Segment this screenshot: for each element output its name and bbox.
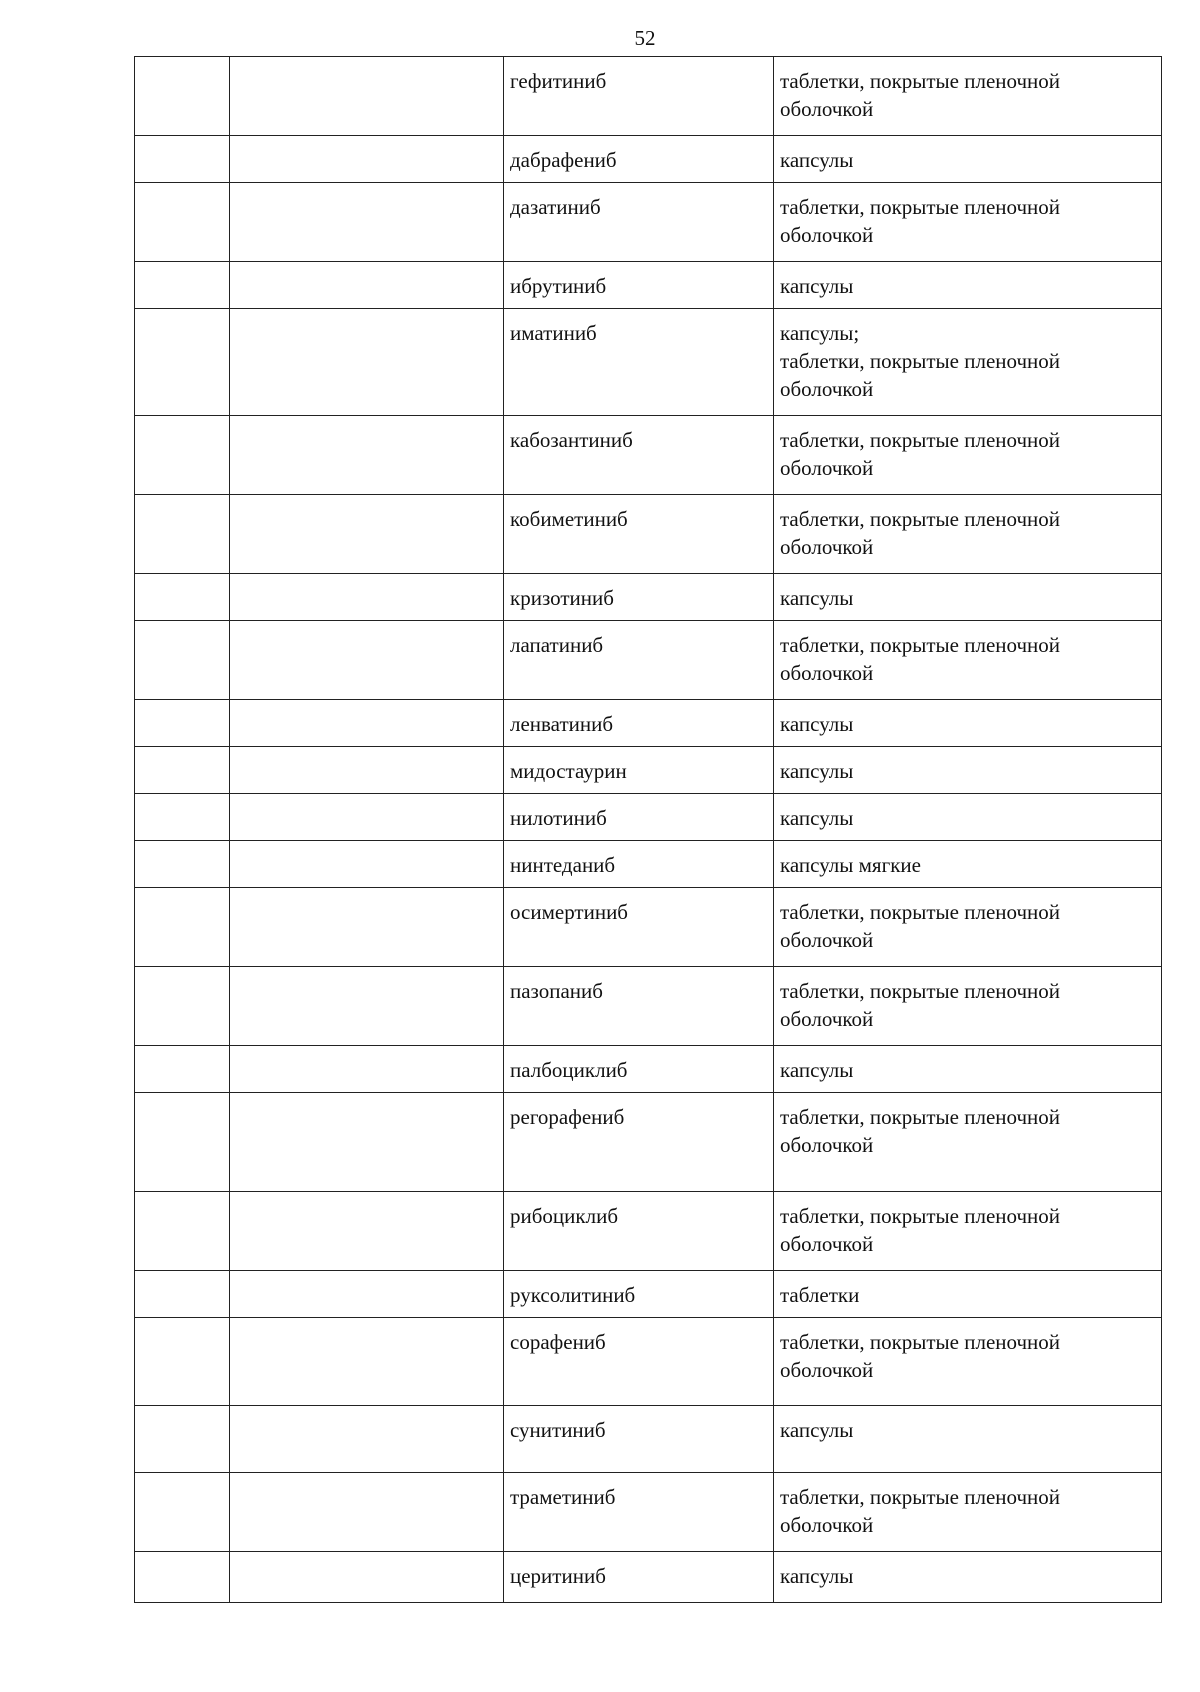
dosage-form-line: оболочкой bbox=[780, 928, 874, 952]
dosage-form-line: таблетки, покрытые пленочной bbox=[780, 69, 1061, 93]
code-cell bbox=[135, 416, 230, 495]
code-cell bbox=[135, 700, 230, 747]
group-cell bbox=[230, 309, 504, 416]
dosage-form-line: таблетки, покрытые пленочной bbox=[780, 1485, 1061, 1509]
drug-name-cell: церитиниб bbox=[504, 1552, 774, 1603]
table-row bbox=[135, 183, 1162, 262]
table-row bbox=[135, 416, 1162, 495]
dosage-form-line: оболочкой bbox=[780, 456, 874, 480]
code-cell bbox=[135, 888, 230, 967]
dosage-form-line: таблетки, покрытые пленочной bbox=[780, 1105, 1061, 1129]
drug-name-cell: ибрутиниб bbox=[504, 262, 774, 309]
code-cell bbox=[135, 1271, 230, 1318]
group-cell bbox=[230, 495, 504, 574]
group-cell bbox=[230, 700, 504, 747]
dosage-form-line: таблетки, покрытые пленочной bbox=[780, 979, 1061, 1003]
table-row bbox=[135, 136, 1162, 183]
dosage-form-line: оболочкой bbox=[780, 1358, 874, 1382]
dosage-form-line: таблетки, покрытые пленочной bbox=[780, 1204, 1061, 1228]
dosage-form-line: оболочкой bbox=[780, 97, 874, 121]
dosage-form-line: капсулы bbox=[780, 1564, 854, 1588]
table-row bbox=[135, 1271, 1162, 1318]
table-row bbox=[135, 841, 1162, 888]
dosage-form-line: таблетки, покрытые пленочной bbox=[780, 900, 1061, 924]
drug-name-cell: гефитиниб bbox=[504, 57, 774, 136]
drug-name-cell: рибоциклиб bbox=[504, 1192, 774, 1271]
table-body bbox=[135, 57, 1162, 1603]
dosage-form-line: оболочкой bbox=[780, 1232, 874, 1256]
dosage-form-line: оболочкой bbox=[780, 1513, 874, 1537]
code-cell bbox=[135, 1046, 230, 1093]
code-cell bbox=[135, 621, 230, 700]
drug-name-cell: пазопаниб bbox=[504, 967, 774, 1046]
dosage-form-cell bbox=[774, 1271, 1162, 1318]
code-cell bbox=[135, 967, 230, 1046]
table-row bbox=[135, 1552, 1162, 1603]
dosage-form-cell bbox=[774, 1473, 1162, 1552]
drug-name-cell: кобиметиниб bbox=[504, 495, 774, 574]
code-cell bbox=[135, 1093, 230, 1192]
table-row bbox=[135, 1093, 1162, 1192]
group-cell bbox=[230, 57, 504, 136]
group-cell bbox=[230, 747, 504, 794]
dosage-form-cell bbox=[774, 967, 1162, 1046]
drug-name-cell: нинтеданиб bbox=[504, 841, 774, 888]
dosage-form-cell bbox=[774, 1093, 1162, 1192]
group-cell bbox=[230, 1192, 504, 1271]
table-row bbox=[135, 57, 1162, 136]
dosage-form-line: оболочкой bbox=[780, 223, 874, 247]
dosage-form-line: капсулы bbox=[780, 1418, 854, 1442]
group-cell bbox=[230, 136, 504, 183]
dosage-form-line: капсулы мягкие bbox=[780, 853, 921, 877]
code-cell bbox=[135, 1552, 230, 1603]
table-row bbox=[135, 1318, 1162, 1406]
code-cell bbox=[135, 794, 230, 841]
dosage-form-line: таблетки, покрытые пленочной bbox=[780, 349, 1061, 373]
dosage-form-line: капсулы bbox=[780, 806, 854, 830]
dosage-form-cell bbox=[774, 416, 1162, 495]
code-cell bbox=[135, 183, 230, 262]
code-cell bbox=[135, 1318, 230, 1406]
drug-table bbox=[134, 56, 1162, 1603]
dosage-form-line: таблетки bbox=[780, 1283, 860, 1307]
dosage-form-line: капсулы; bbox=[780, 321, 860, 345]
group-cell bbox=[230, 574, 504, 621]
dosage-form-line: оболочкой bbox=[780, 535, 874, 559]
group-cell bbox=[230, 888, 504, 967]
drug-name-cell: кабозантиниб bbox=[504, 416, 774, 495]
dosage-form-line: капсулы bbox=[780, 148, 854, 172]
code-cell bbox=[135, 309, 230, 416]
table-row bbox=[135, 888, 1162, 967]
drug-name-cell: сорафениб bbox=[504, 1318, 774, 1406]
group-cell bbox=[230, 794, 504, 841]
dosage-form-line: оболочкой bbox=[780, 1133, 874, 1157]
dosage-form-cell bbox=[774, 495, 1162, 574]
table-row bbox=[135, 1406, 1162, 1473]
group-cell bbox=[230, 262, 504, 309]
dosage-form-cell bbox=[774, 747, 1162, 794]
drug-name-cell: кризотиниб bbox=[504, 574, 774, 621]
group-cell bbox=[230, 1093, 504, 1192]
drug-name-cell: осимертиниб bbox=[504, 888, 774, 967]
dosage-form-cell bbox=[774, 136, 1162, 183]
drug-name-cell: иматиниб bbox=[504, 309, 774, 416]
group-cell bbox=[230, 621, 504, 700]
code-cell bbox=[135, 1192, 230, 1271]
code-cell bbox=[135, 841, 230, 888]
code-cell bbox=[135, 747, 230, 794]
drug-name-cell: траметиниб bbox=[504, 1473, 774, 1552]
dosage-form-line: капсулы bbox=[780, 1058, 854, 1082]
dosage-form-cell bbox=[774, 841, 1162, 888]
group-cell bbox=[230, 967, 504, 1046]
code-cell bbox=[135, 136, 230, 183]
drug-name-cell: сунитиниб bbox=[504, 1406, 774, 1473]
dosage-form-cell bbox=[774, 57, 1162, 136]
dosage-form-cell bbox=[774, 700, 1162, 747]
code-cell bbox=[135, 262, 230, 309]
table-row bbox=[135, 309, 1162, 416]
table-row bbox=[135, 747, 1162, 794]
dosage-form-cell bbox=[774, 183, 1162, 262]
dosage-form-line: капсулы bbox=[780, 586, 854, 610]
dosage-form-cell bbox=[774, 1552, 1162, 1603]
drug-name-cell: палбоциклиб bbox=[504, 1046, 774, 1093]
dosage-form-line: оболочкой bbox=[780, 377, 874, 401]
table-row bbox=[135, 621, 1162, 700]
group-cell bbox=[230, 1271, 504, 1318]
table-row bbox=[135, 1192, 1162, 1271]
page-number: 52 bbox=[634, 26, 656, 50]
drug-name-cell: мидостаурин bbox=[504, 747, 774, 794]
drug-name-cell: нилотиниб bbox=[504, 794, 774, 841]
dosage-form-line: таблетки, покрытые пленочной bbox=[780, 507, 1061, 531]
dosage-form-line: таблетки, покрытые пленочной bbox=[780, 1330, 1061, 1354]
code-cell bbox=[135, 574, 230, 621]
table-row bbox=[135, 700, 1162, 747]
dosage-form-line: таблетки, покрытые пленочной bbox=[780, 195, 1061, 219]
drug-name-cell: руксолитиниб bbox=[504, 1271, 774, 1318]
dosage-form-cell bbox=[774, 621, 1162, 700]
code-cell bbox=[135, 1473, 230, 1552]
group-cell bbox=[230, 1552, 504, 1603]
dosage-form-line: капсулы bbox=[780, 274, 854, 298]
group-cell bbox=[230, 416, 504, 495]
table-row bbox=[135, 794, 1162, 841]
group-cell bbox=[230, 183, 504, 262]
drug-name-cell: дазатиниб bbox=[504, 183, 774, 262]
dosage-form-line: капсулы bbox=[780, 759, 854, 783]
dosage-form-line: оболочкой bbox=[780, 1007, 874, 1031]
dosage-form-line: оболочкой bbox=[780, 661, 874, 685]
code-cell bbox=[135, 495, 230, 574]
dosage-form-line: таблетки, покрытые пленочной bbox=[780, 633, 1061, 657]
dosage-form-cell bbox=[774, 309, 1162, 416]
drug-name-cell: ленватиниб bbox=[504, 700, 774, 747]
dosage-form-cell bbox=[774, 1192, 1162, 1271]
dosage-form-cell bbox=[774, 1046, 1162, 1093]
group-cell bbox=[230, 1046, 504, 1093]
dosage-form-cell bbox=[774, 262, 1162, 309]
table-row bbox=[135, 495, 1162, 574]
code-cell bbox=[135, 57, 230, 136]
drug-name-cell: дабрафениб bbox=[504, 136, 774, 183]
dosage-form-cell bbox=[774, 1318, 1162, 1406]
code-cell bbox=[135, 1406, 230, 1473]
drug-name-cell: регорафениб bbox=[504, 1093, 774, 1192]
dosage-form-cell bbox=[774, 574, 1162, 621]
dosage-form-cell bbox=[774, 794, 1162, 841]
dosage-form-line: капсулы bbox=[780, 712, 854, 736]
dosage-form-cell bbox=[774, 888, 1162, 967]
group-cell bbox=[230, 1318, 504, 1406]
drug-name-cell: лапатиниб bbox=[504, 621, 774, 700]
table-row bbox=[135, 1473, 1162, 1552]
group-cell bbox=[230, 1473, 504, 1552]
dosage-form-line: таблетки, покрытые пленочной bbox=[780, 428, 1061, 452]
table-row bbox=[135, 574, 1162, 621]
group-cell bbox=[230, 1406, 504, 1473]
table-row bbox=[135, 262, 1162, 309]
table-row bbox=[135, 1046, 1162, 1093]
group-cell bbox=[230, 841, 504, 888]
dosage-form-cell bbox=[774, 1406, 1162, 1473]
table-row bbox=[135, 967, 1162, 1046]
